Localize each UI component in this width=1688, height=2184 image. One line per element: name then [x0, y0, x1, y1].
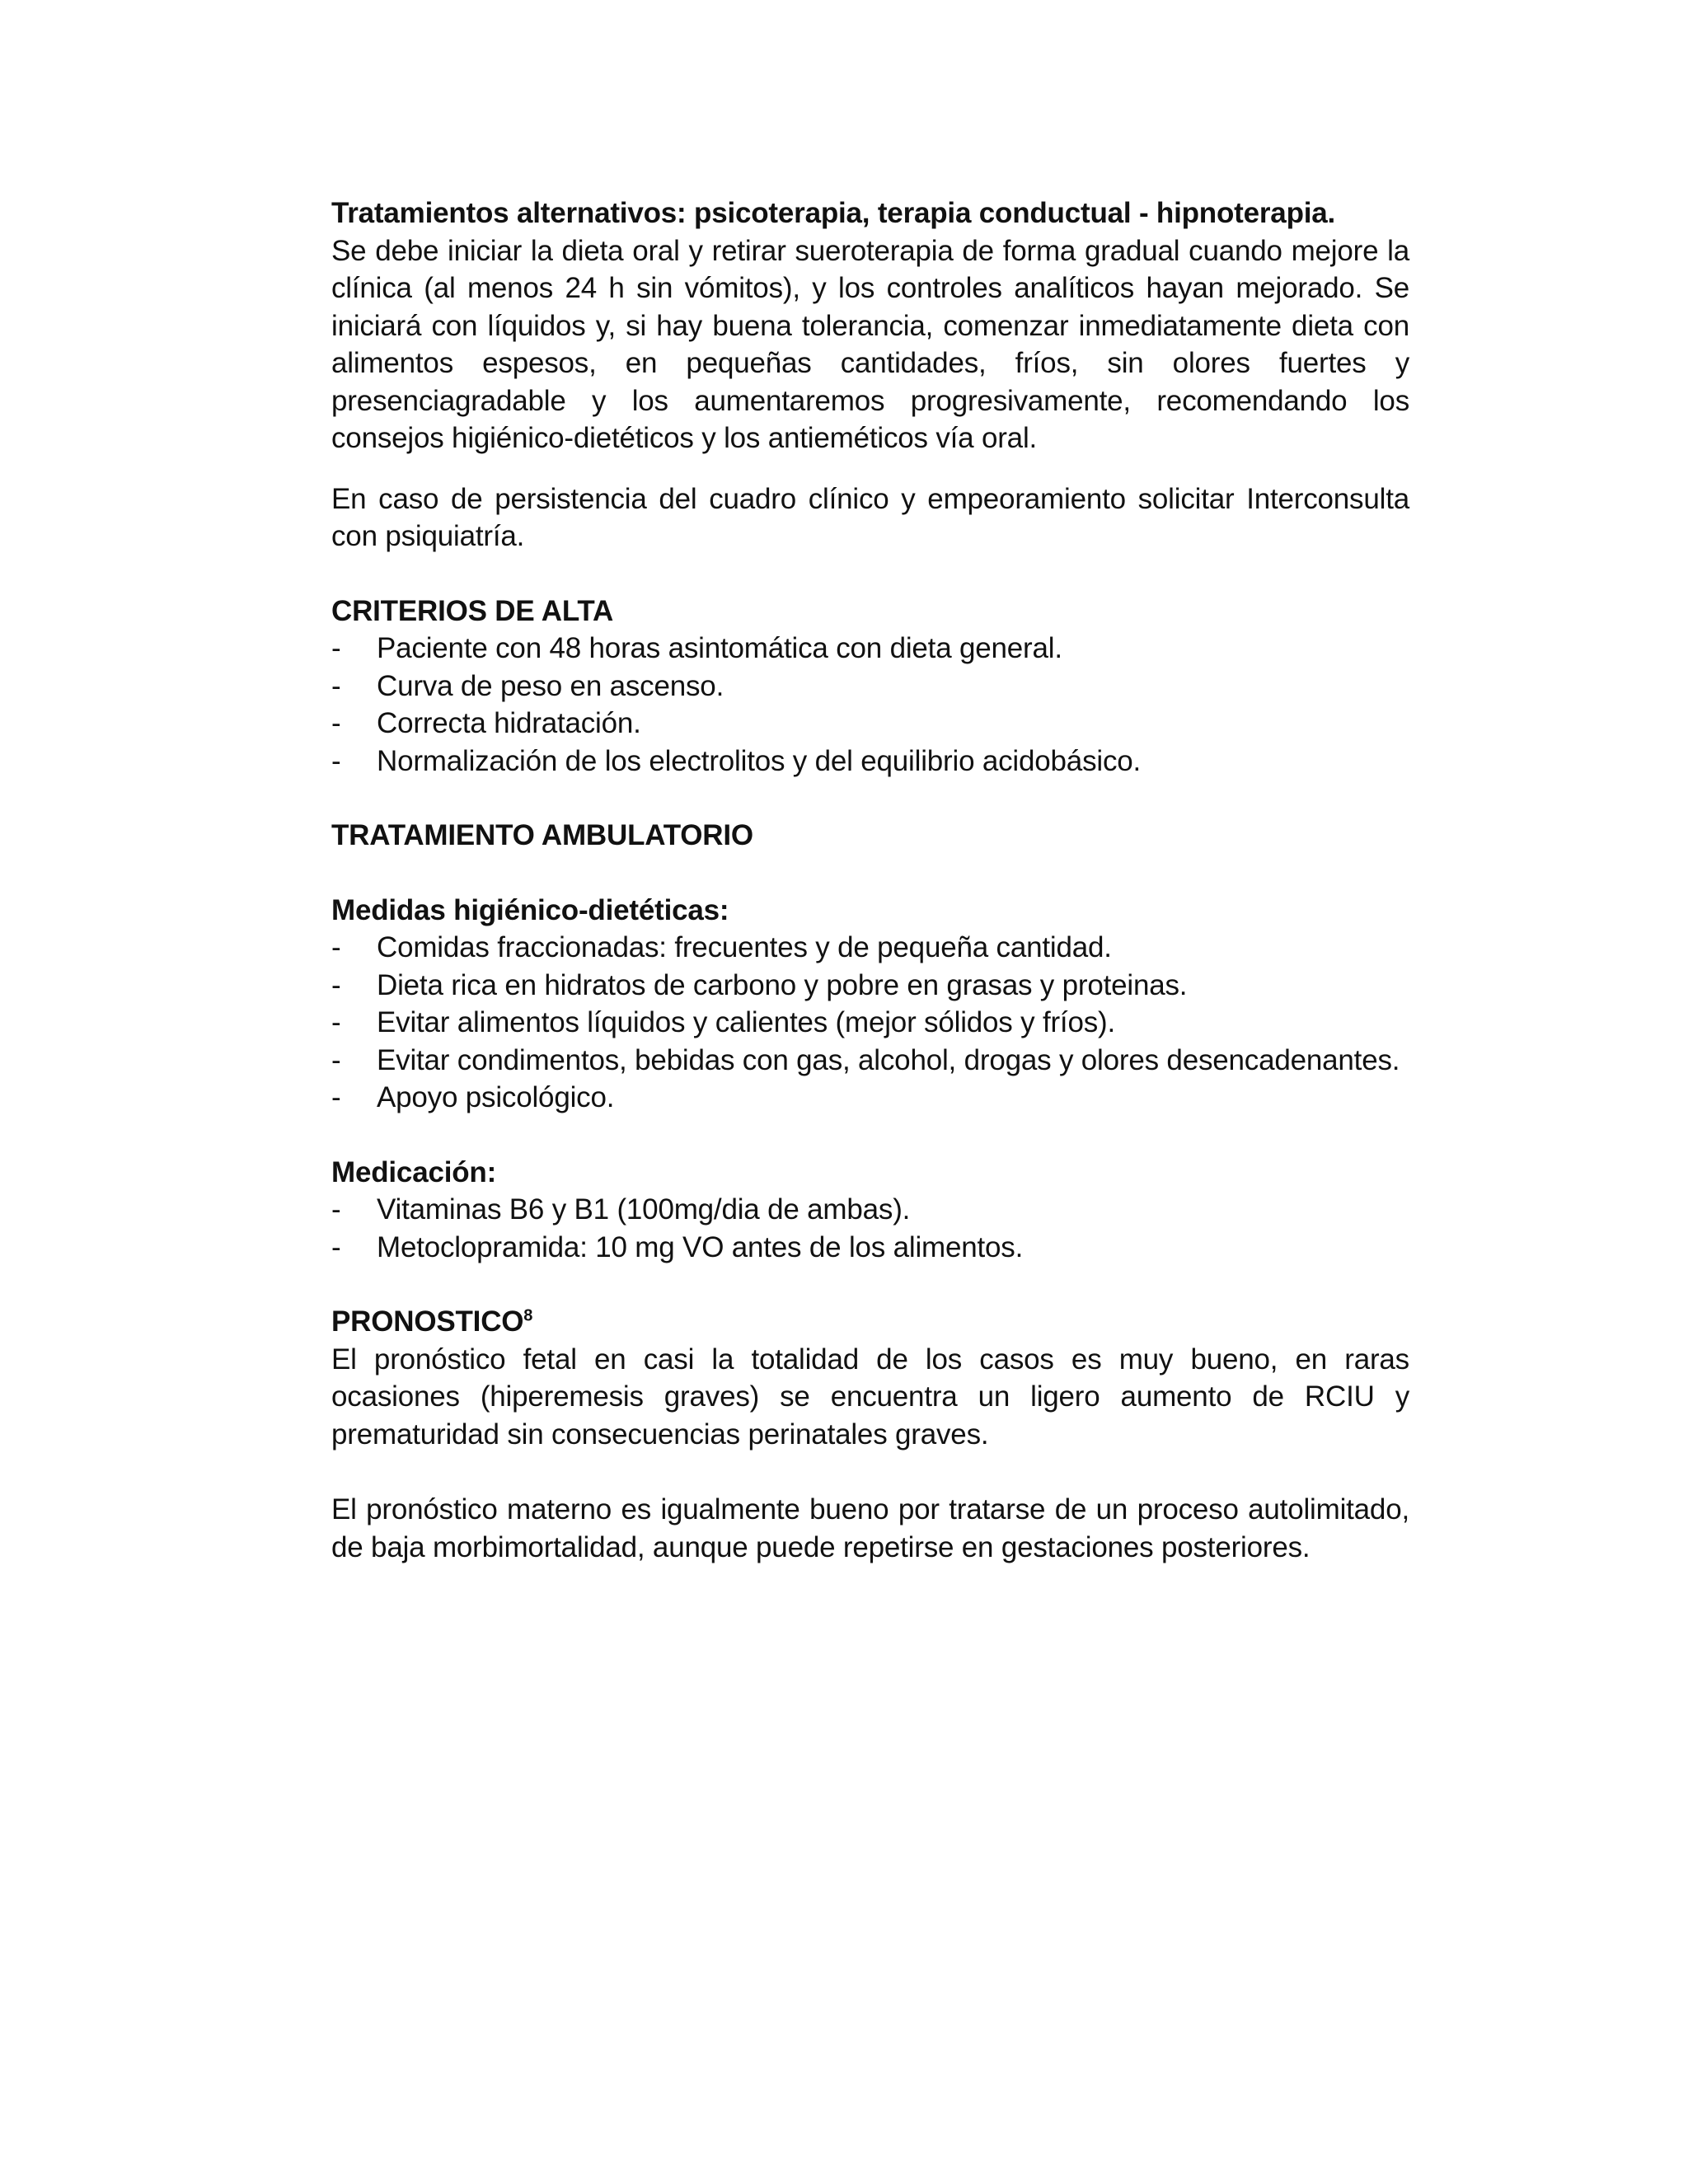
dash-marker: -: [331, 931, 341, 963]
list-item-text: Dieta rica en hidratos de carbono y pobre en grasas y proteinas.: [377, 968, 1188, 1001]
list-item-text: Curva de peso en ascenso.: [377, 669, 724, 702]
maternal-prognosis-paragraph: El pronóstico materno es igualmente bueno por tratarse de un proceso autolimitado, de baja morbimortalidad, aunque puede repetirse en gestaciones posteriores.: [331, 1493, 1409, 1563]
outpatient-treatment-heading: TRATAMIENTO AMBULATORIO: [331, 819, 753, 851]
footnote-reference: 8: [523, 1306, 533, 1325]
list-item: [331, 668, 1409, 705]
dash-marker: -: [331, 1043, 341, 1076]
list-item-text: Correcta hidratación.: [377, 707, 641, 739]
fetal-prognosis-paragraph: El pronóstico fetal en casi la totalidad de los casos es muy bueno, en raras ocasiones (hiperemesis graves) se encuentra un ligero aumento de RCIU y prematuridad sin consecuencias perinatales graves.: [331, 1343, 1409, 1451]
hygiene-diet-measures-list: [331, 929, 1409, 1117]
list-item: [331, 705, 1409, 743]
list-item: [331, 1191, 1409, 1229]
list-item: [331, 1042, 1409, 1080]
dash-marker: -: [331, 1006, 341, 1038]
list-item-text: Apoyo psicológico.: [377, 1081, 615, 1113]
list-item-text: Comidas fraccionadas: frecuentes y de pequeña cantidad.: [377, 931, 1112, 963]
list-item-text: Evitar condimentos, bebidas con gas, alcohol, drogas y olores desencadenantes.: [377, 1043, 1400, 1076]
oral-diet-paragraph: Se debe iniciar la dieta oral y retirar sueroterapia de forma gradual cuando mejore la clínica (al menos 24 h sin vómitos), y los controles analíticos hayan mejorado. Se iniciará con líquidos y, si hay buena tolerancia, comenzar inmediatamente dieta con alimentos espesos, en pequeñas cantidades, fríos, sin olores fuertes y presenciagradable y los aumentaremos progresivamente, recomendando los consejos higiénico-dietéticos y los antieméticos vía oral.: [331, 234, 1409, 454]
hygiene-diet-measures-heading: Medidas higiénico-dietéticas:: [331, 893, 729, 926]
list-item-text: Metoclopramida: 10 mg VO antes de los alimentos.: [377, 1230, 1024, 1263]
dash-marker: -: [331, 1230, 341, 1263]
list-item-text: Evitar alimentos líquidos y calientes (mejor sólidos y fríos).: [377, 1006, 1115, 1038]
list-item-text: Vitaminas B6 y B1 (100mg/dia de ambas).: [377, 1193, 911, 1226]
list-item: [331, 743, 1409, 780]
prognosis-heading: [331, 1303, 1409, 1341]
document-page: [331, 194, 1409, 1566]
dash-marker: -: [331, 632, 341, 664]
list-item: [331, 929, 1409, 967]
list-item-text: Paciente con 48 horas asintomática con dieta general.: [377, 632, 1062, 664]
medication-list: [331, 1191, 1409, 1266]
dash-marker: -: [331, 669, 341, 702]
list-item: [331, 1079, 1409, 1117]
list-item: [331, 1229, 1409, 1267]
prognosis-heading-text: PRONOSTICO: [331, 1305, 524, 1338]
list-item: [331, 1004, 1409, 1042]
list-item: [331, 967, 1409, 1005]
dash-marker: -: [331, 707, 341, 739]
discharge-criteria-list: [331, 630, 1409, 780]
discharge-criteria-heading: CRITERIOS DE ALTA: [331, 594, 614, 627]
dash-marker: -: [331, 1081, 341, 1113]
dash-marker: -: [331, 744, 341, 777]
alternative-treatments-heading: Tratamientos alternativos: psicoterapia, terapia conductual - hipnoterapia.: [331, 197, 1336, 229]
dash-marker: -: [331, 968, 341, 1001]
psychiatry-consult-paragraph: En caso de persistencia del cuadro clínico y empeoramiento solicitar Interconsulta con psiquiatría.: [331, 482, 1409, 552]
list-item: [331, 630, 1409, 668]
list-item-text: Normalización de los electrolitos y del equilibrio acidobásico.: [377, 744, 1142, 777]
medication-heading: Medicación:: [331, 1155, 497, 1188]
dash-marker: -: [331, 1193, 341, 1226]
